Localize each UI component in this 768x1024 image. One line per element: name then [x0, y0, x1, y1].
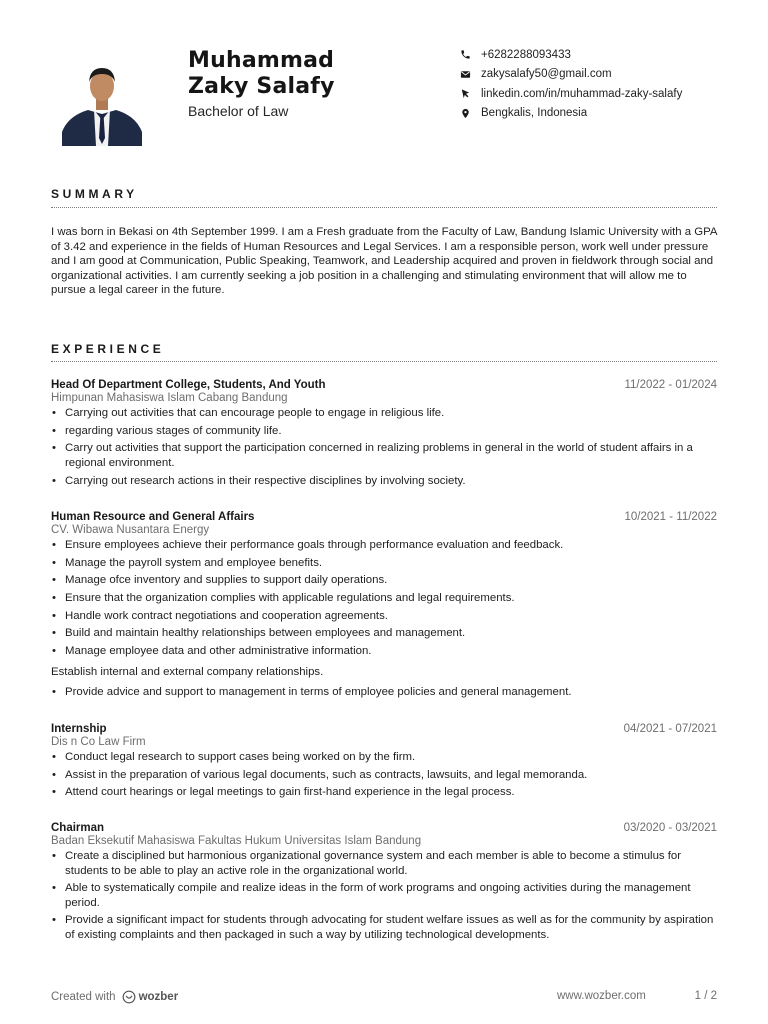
- job-organization: Himpunan Mahasiswa Islam Cabang Bandung: [51, 392, 288, 404]
- job-entry: [51, 511, 717, 703]
- job-title: Head Of Department College, Students, And Youth: [51, 379, 326, 391]
- page-number: 1 / 2: [694, 990, 717, 1002]
- job-date: 11/2022 - 01/2024: [624, 379, 717, 391]
- summary-divider: [51, 207, 717, 208]
- experience-divider: [51, 361, 717, 362]
- job-entry: [51, 822, 717, 946]
- job-bullets-2: [51, 685, 717, 700]
- contact-linkedin-text: linkedin.com/in/muhammad-zaky-salafy: [481, 87, 683, 100]
- list-item: • Carrying out activities that can encourage people to engage in religious life.: [51, 406, 717, 421]
- list-item: • Carry out activities that support the participation concerned in realizing problems in general in the world of student affairs in a regional environment.: [51, 441, 717, 470]
- contact-location: [458, 104, 682, 124]
- list-item: • Assist in the preparation of various legal documents, such as contracts, lawsuits, and legal memoranda.: [51, 768, 717, 783]
- list-item: • Attend court hearings or legal meetings to gain first-hand experience in the legal process.: [51, 785, 717, 800]
- contact-phone-text: +6282288093433: [481, 48, 571, 61]
- job-title: Human Resource and General Affairs: [51, 511, 255, 523]
- contact-email[interactable]: [458, 65, 682, 85]
- list-item: • Ensure employees achieve their performance goals through performance evaluation and feedback.: [51, 538, 717, 553]
- location-pin-icon: [458, 106, 472, 120]
- list-item: • regarding various stages of community life.: [51, 424, 717, 439]
- mail-icon: [458, 67, 472, 81]
- summary-heading: SUMMARY: [51, 187, 138, 201]
- list-item: • Manage the payroll system and employee benefits.: [51, 556, 717, 571]
- cursor-icon: [458, 87, 472, 101]
- wozber-smile-icon: [122, 990, 136, 1004]
- wozber-logo[interactable]: [122, 990, 179, 1004]
- name-line-1: Muhammad: [188, 48, 335, 73]
- job-plain-line: Establish internal and external company relationships.: [51, 665, 324, 678]
- contact-phone[interactable]: [458, 45, 682, 65]
- contact-linkedin[interactable]: [458, 84, 682, 104]
- job-organization: Dis n Co Law Firm: [51, 736, 146, 748]
- list-item: • Conduct legal research to support cases being worked on by the firm.: [51, 750, 717, 765]
- list-item: • Provide advice and support to management in terms of employee policies and general management.: [51, 685, 717, 700]
- list-item: • Handle work contract negotiations and cooperation agreements.: [51, 609, 717, 624]
- list-item: • Able to systematically compile and realize ideas in the form of work programs and ongoing activities during the management period.: [51, 881, 717, 910]
- name-line-2: Zaky Salafy: [188, 74, 335, 99]
- job-organization: CV. Wibawa Nusantara Energy: [51, 524, 210, 536]
- job-bullets: [51, 538, 717, 659]
- wozber-brand-text: wozber: [138, 991, 179, 1003]
- list-item: • Build and maintain healthy relationships between employees and management.: [51, 626, 717, 641]
- profile-photo: [62, 50, 142, 146]
- list-item: • Manage ofce inventory and supplies to support daily operations.: [51, 573, 717, 588]
- degree-title: Bachelor of Law: [188, 103, 289, 119]
- list-item: • Ensure that the organization complies with applicable regulations and legal requirements.: [51, 591, 717, 606]
- job-title: Internship: [51, 723, 107, 735]
- job-bullets: [51, 849, 717, 942]
- list-item: • Carrying out research actions in their respective disciplines by involving society.: [51, 474, 717, 489]
- list-item: • Manage employee data and other administrative information.: [51, 644, 717, 659]
- job-entry: [51, 723, 717, 803]
- job-date: 03/2020 - 03/2021: [623, 822, 717, 834]
- contact-location-text: Bengkalis, Indonesia: [481, 107, 588, 120]
- phone-icon: [458, 48, 472, 62]
- candidate-name: [188, 48, 335, 100]
- job-date: 10/2021 - 11/2022: [624, 511, 717, 523]
- job-entry: [51, 379, 717, 491]
- footer-site-link[interactable]: www.wozber.com: [557, 990, 646, 1002]
- summary-text: I was born in Bekasi on 4th September 1999. I am a Fresh graduate from the Faculty of Law, Bandung Islamic University with a GPA of 3.42 and experience in the fields of Human Resources and Legal Services. I am a responsible person, work well under pressure and I am good at Communication, Public Speaking, Teamwork, and Leadership acquired and proven in fieldwork through social and organizational activities. I am currently seeking a job position in a challenging and stimulating environment that will allow me to pursue a legal career in the future.: [51, 226, 717, 296]
- list-item: • Provide a significant impact for students through advocating for student welfare issues as well as for the community by aspiration of existing complaints and then packaged in such a way by utilizing technological developments.: [51, 913, 717, 942]
- contact-email-text: zakysalafy50@gmail.com: [481, 68, 612, 81]
- job-bullets: [51, 750, 717, 800]
- list-item: • Create a disciplined but harmonious organizational governance system and each member is able to become a stimulus for students to be able to play an active role in the organizational world.: [51, 849, 717, 878]
- created-with-label: Created with: [51, 991, 116, 1003]
- job-title: Chairman: [51, 822, 105, 834]
- contact-list: [458, 45, 682, 123]
- job-organization: Badan Eksekutif Mahasiswa Fakultas Hukum Universitas Islam Bandung: [51, 835, 422, 847]
- job-date: 04/2021 - 07/2021: [623, 723, 717, 735]
- experience-heading: EXPERIENCE: [51, 342, 165, 356]
- person-portrait-icon: [62, 50, 142, 146]
- job-bullets: [51, 406, 717, 488]
